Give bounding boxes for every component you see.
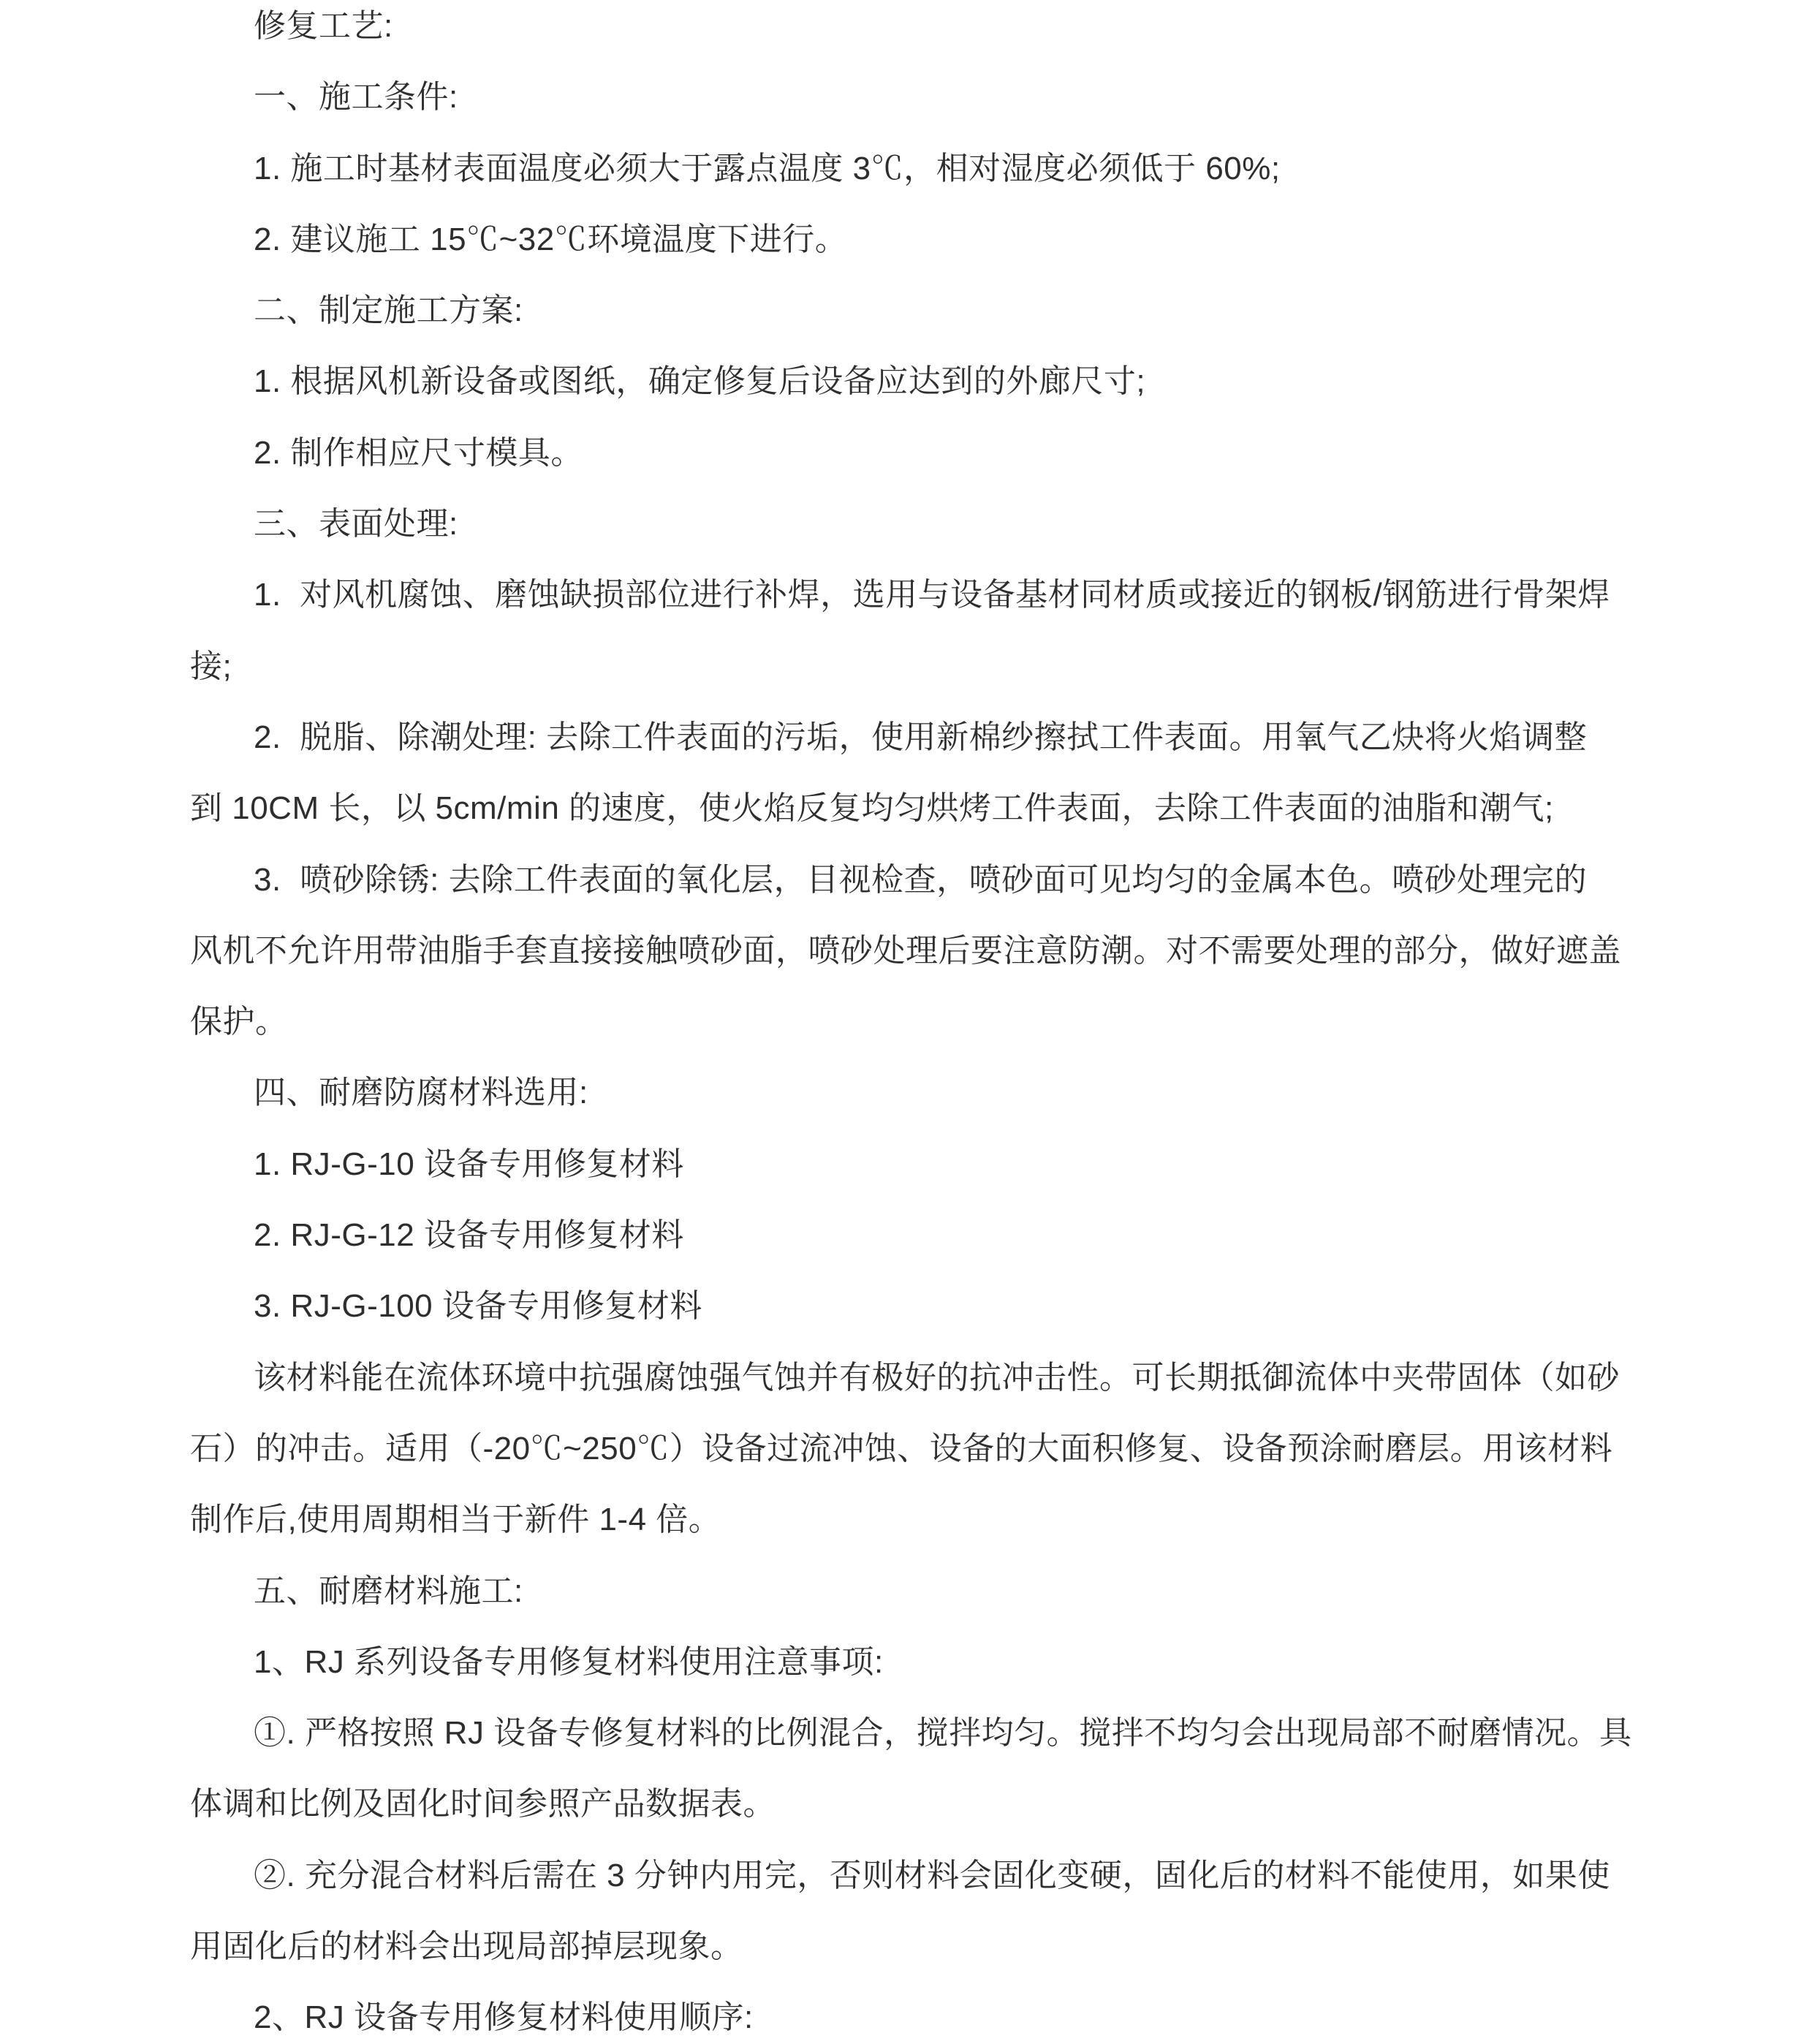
line-text: 1. RJ-G-10 设备专用修复材料 (254, 1146, 684, 1182)
line-text: 2. 脱脂、除潮处理: 去除工件表面的污垢，使用新棉纱擦拭工件表面。用氧气乙炔将火焰调整 (254, 719, 1588, 755)
line-text: 2. RJ-G-12 设备专用修复材料 (254, 1217, 684, 1254)
text-line (190, 1556, 1812, 1627)
text-line (190, 488, 1812, 559)
text-line (190, 275, 1812, 346)
line-text: 1. 施工时基材表面温度必须大于露点温度 3℃，相对湿度必须低于 60%; (254, 150, 1281, 186)
line-text: 三、表面处理: (254, 506, 458, 542)
line-text: 到 10CM 长，以 5cm/min 的速度，使火焰反复均匀烘烤工件表面，去除工件表面的油脂和潮气; (190, 790, 1554, 827)
line-text: 1. 对风机腐蚀、磨蚀缺损部位进行补焊，选用与设备基材同材质或接近的钢板/钢筋进行骨架焊 (254, 577, 1610, 613)
text-line (190, 1129, 1812, 1200)
line-text: 1、RJ 系列设备专用修复材料使用注意事项: (254, 1643, 884, 1680)
line-text: 1. 根据风机新设备或图纸，确定修复后设备应达到的外廊尺寸; (254, 363, 1146, 400)
text-line (190, 133, 1812, 204)
line-text: 2. 建议施工 15℃~32℃环境温度下进行。 (254, 221, 848, 257)
text-line (190, 1840, 1812, 1911)
text-line (190, 559, 1812, 630)
text-line (190, 702, 1812, 773)
line-text: 体调和比例及固化时间参照产品数据表。 (190, 1786, 776, 1822)
document-body (190, 0, 1812, 2044)
line-text: 2. 制作相应尺寸模具。 (254, 434, 583, 471)
text-line (190, 346, 1812, 417)
line-text: 3. 喷砂除锈: 去除工件表面的氧化层，目视检查，喷砂面可见均匀的金属本色。喷砂处理完的 (254, 861, 1588, 898)
text-line (190, 1271, 1812, 1341)
line-text: 一、施工条件: (254, 79, 458, 116)
text-line (190, 1911, 1812, 1982)
line-text: 二、制定施工方案: (254, 292, 523, 329)
text-line (190, 1057, 1812, 1128)
line-text: 石）的冲击。适用（-20℃~250℃）设备过流冲蚀、设备的大面积修复、设备预涂耐磨层。用该材料 (190, 1430, 1613, 1466)
text-line (190, 773, 1812, 844)
text-line (190, 1697, 1812, 1768)
line-text: 该材料能在流体环境中抗强腐蚀强气蚀并有极好的抗冲击性。可长期抵御流体中夹带固体（如砂 (254, 1359, 1620, 1396)
text-line (190, 1200, 1812, 1271)
line-text: ①. 严格按照 RJ 设备专修复材料的比例混合，搅拌均匀。搅拌不均匀会出现局部不耐磨情况。具 (254, 1715, 1632, 1752)
text-line (190, 1413, 1812, 1484)
line-text: 四、耐磨防腐材料选用: (254, 1075, 588, 1111)
text-line (190, 1484, 1812, 1555)
line-text: 2、RJ 设备专用修复材料使用顺序: (254, 1999, 754, 2036)
line-text: 用固化后的材料会出现局部掉层现象。 (190, 1928, 743, 1965)
line-text: 修复工艺: (254, 8, 393, 44)
text-line (190, 0, 1812, 61)
text-line (190, 844, 1812, 915)
line-text: 3. RJ-G-100 设备专用修复材料 (254, 1288, 702, 1325)
line-text: 风机不允许用带油脂手套直接接触喷砂面，喷砂处理后要注意防潮。对不需要处理的部分，做好遮盖 (190, 932, 1621, 969)
line-text: 接; (190, 648, 232, 684)
line-text: 制作后,使用周期相当于新件 1-4 倍。 (190, 1502, 721, 1538)
text-line (190, 1627, 1812, 1697)
line-text: 五、耐磨材料施工: (254, 1572, 523, 1609)
text-line (190, 1342, 1812, 1413)
text-line (190, 1768, 1812, 1839)
text-line (190, 61, 1812, 132)
line-text: 保护。 (190, 1004, 288, 1040)
text-line (190, 1982, 1812, 2044)
text-line (190, 204, 1812, 275)
line-text: ②. 充分混合材料后需在 3 分钟内用完，否则材料会固化变硬，固化后的材料不能使用，如果使 (254, 1857, 1610, 1893)
text-line (190, 915, 1812, 986)
text-line (190, 631, 1812, 702)
text-line (190, 986, 1812, 1057)
text-line (190, 417, 1812, 488)
